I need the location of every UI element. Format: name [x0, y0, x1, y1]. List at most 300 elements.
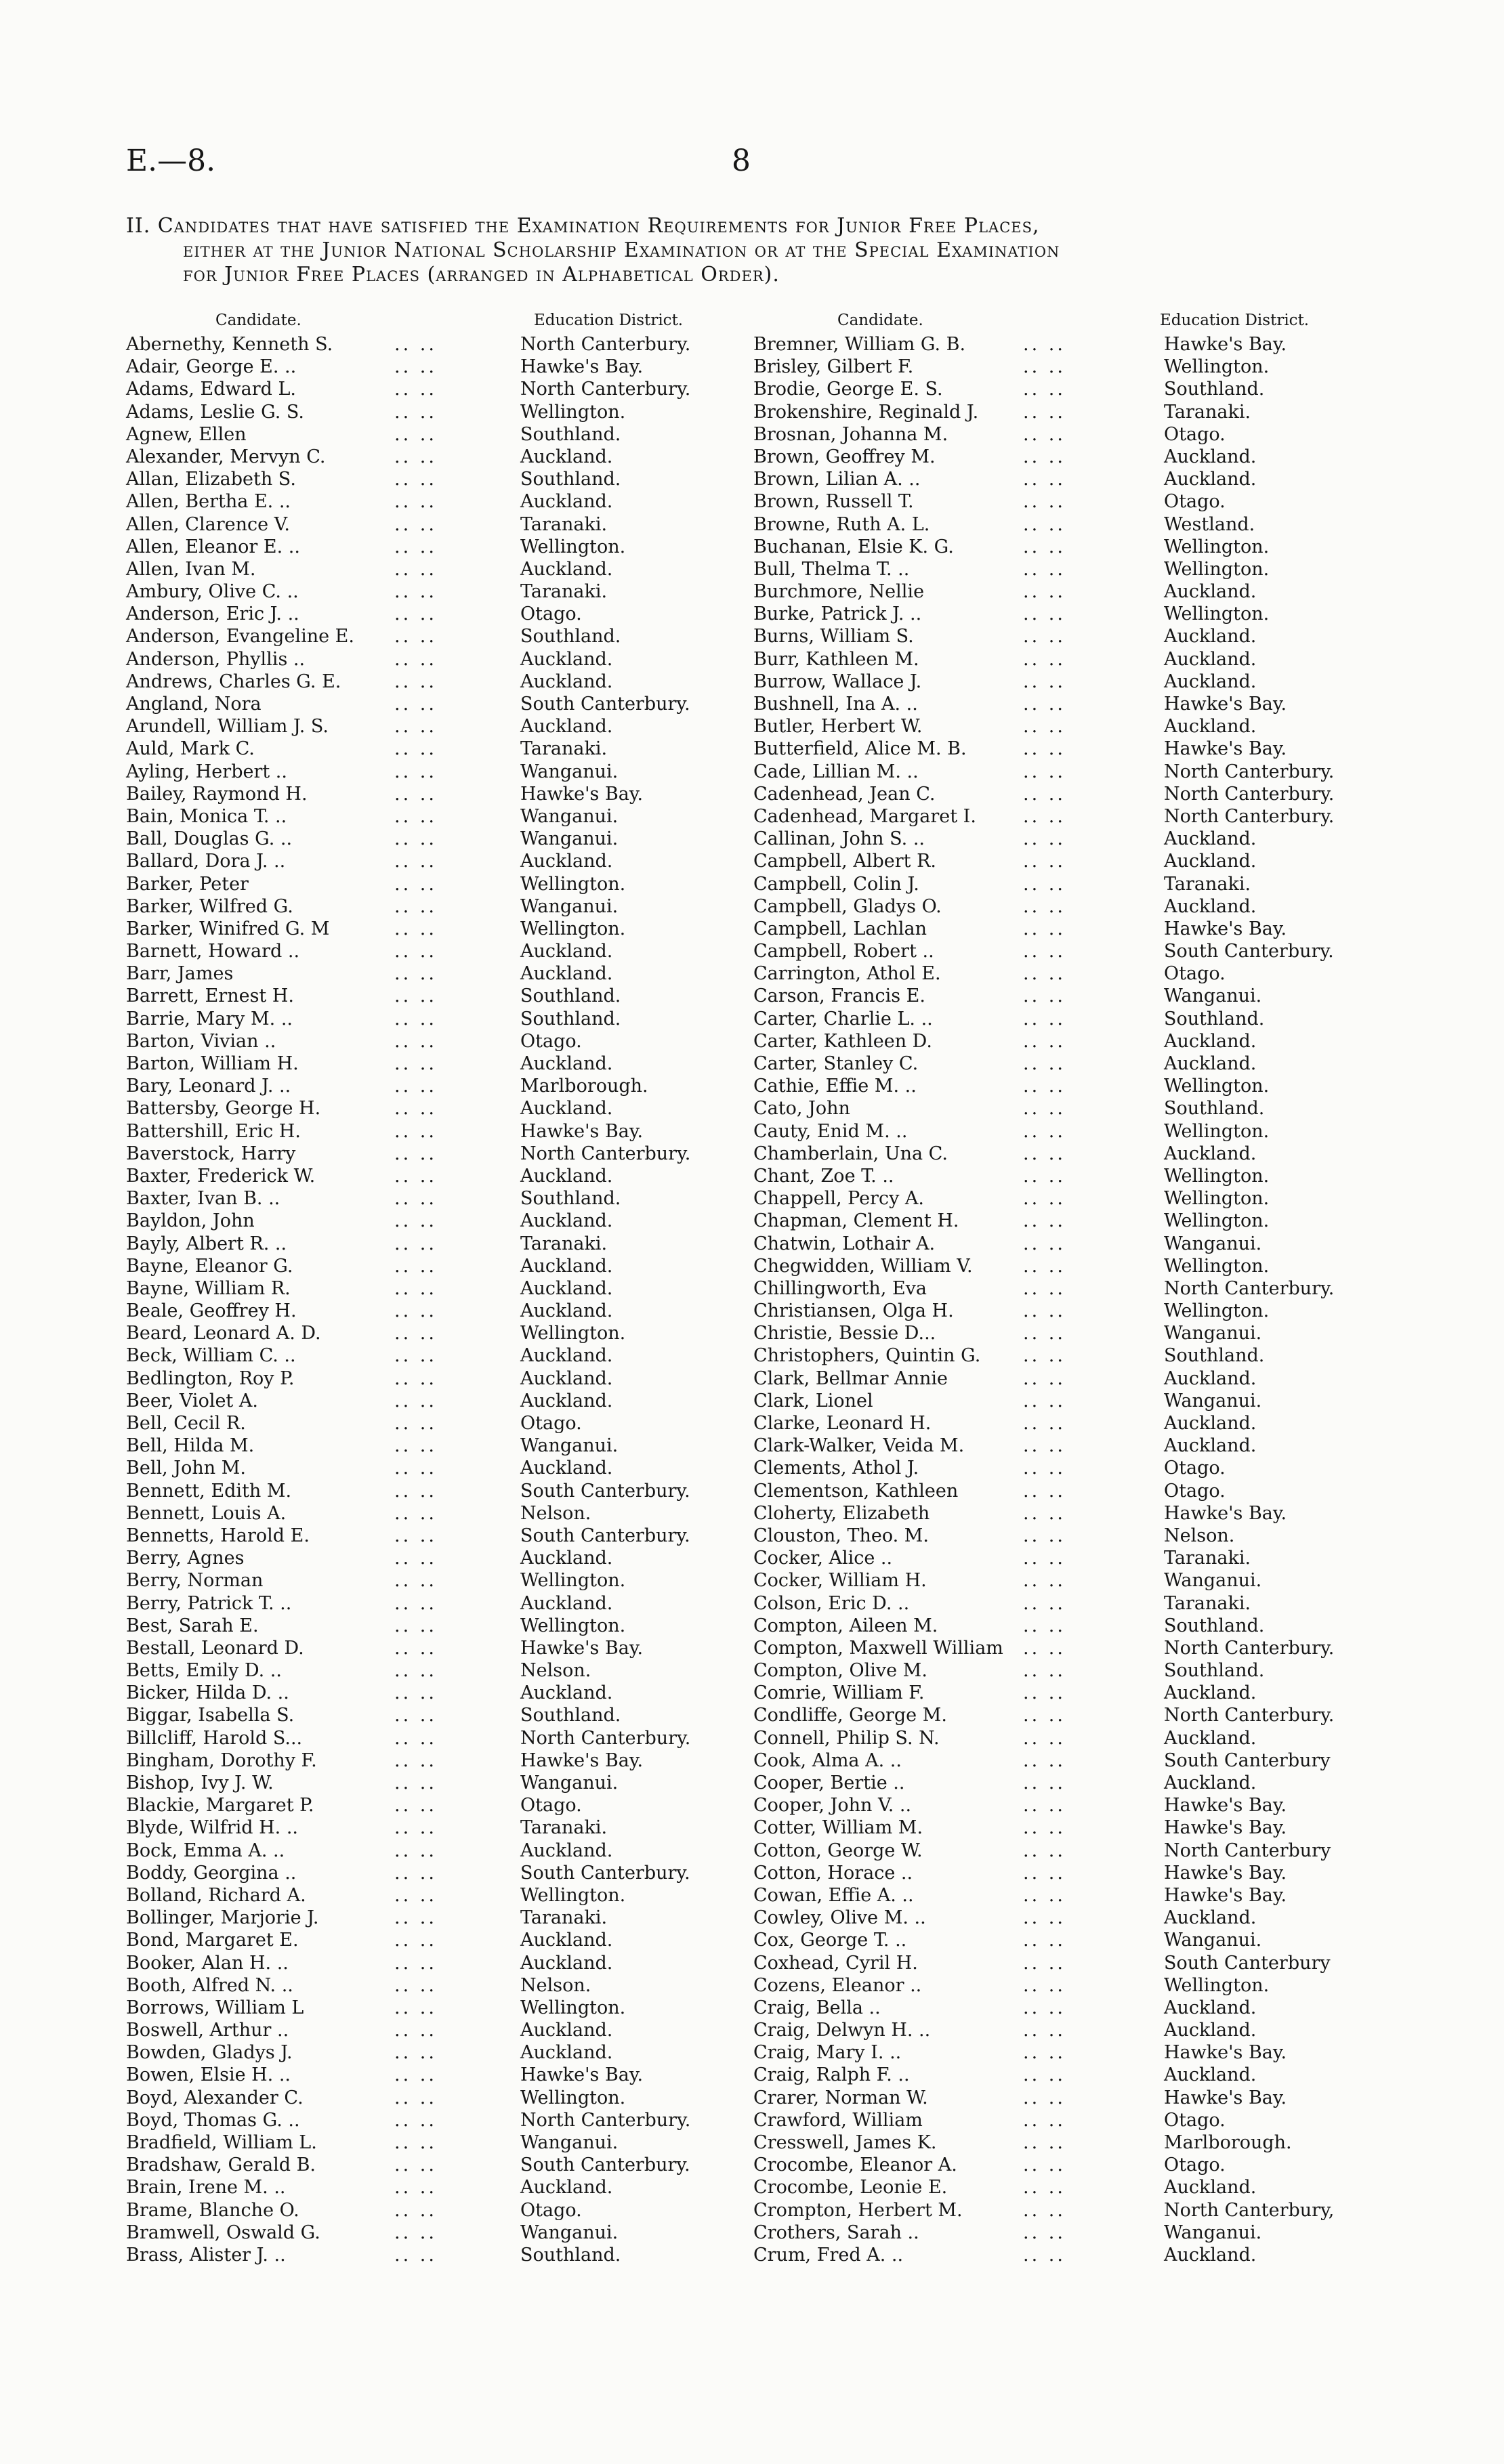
leader-dots: .. ..: [1023, 1615, 1066, 1636]
leader-dots: .. ..: [1023, 334, 1066, 355]
candidate-name: Beard, Leonard A. D.: [126, 1323, 321, 1344]
candidate-name: Boswell, Arthur ..: [126, 2020, 289, 2041]
candidate-name: Boddy, Georgina ..: [126, 1862, 297, 1884]
title-line-2: either at the Junior National Scholarship Examination or at the Special Examination: [183, 238, 1060, 262]
leader-dots: .. ..: [1023, 1300, 1066, 1322]
candidate-name: Bradshaw, Gerald B.: [126, 2154, 316, 2176]
education-district: Auckland.: [520, 716, 613, 738]
leader-dots: .. ..: [394, 1884, 437, 1906]
candidate-name: Bell, Cecil R.: [126, 1413, 246, 1434]
list-item: [126, 603, 749, 625]
education-district: Southland.: [520, 1008, 621, 1029]
education-district: Auckland.: [520, 491, 613, 513]
candidate-name: Boyd, Thomas G. ..: [126, 2109, 300, 2131]
leader-dots: .. ..: [1023, 1772, 1066, 1793]
education-district: Hawke's Bay.: [1164, 1884, 1287, 1906]
education-district: Hawke's Bay.: [1164, 1817, 1287, 1839]
leader-dots: .. ..: [1023, 1749, 1066, 1771]
list-item: [753, 761, 1377, 783]
list-item: [126, 738, 749, 760]
list-item: [126, 1390, 749, 1412]
list-item: [126, 1344, 749, 1367]
education-district: Otago.: [1164, 1458, 1226, 1479]
candidate-name: Cozens, Eleanor ..: [753, 1974, 922, 1996]
education-district: Wanganui.: [1164, 985, 1262, 1007]
list-item: [753, 693, 1377, 715]
candidate-name: Chillingworth, Eva: [753, 1277, 927, 1299]
leader-dots: .. ..: [1023, 1997, 1066, 2018]
leader-dots: .. ..: [1023, 985, 1066, 1007]
list-item: [126, 1569, 749, 1592]
leader-dots: .. ..: [1023, 423, 1066, 445]
list-item: [126, 918, 749, 940]
candidate-name: Clark, Lionel: [753, 1390, 873, 1411]
leader-dots: .. ..: [1023, 1008, 1066, 1029]
candidate-name: Barton, Vivian ..: [126, 1030, 276, 1052]
leader-dots: .. ..: [394, 1300, 437, 1322]
leader-dots: .. ..: [394, 446, 437, 467]
candidate-name: Cooper, John V. ..: [753, 1795, 912, 1817]
education-district: Auckland.: [520, 1682, 613, 1704]
education-district: North Canterbury.: [520, 1727, 691, 1749]
leader-dots: .. ..: [394, 1997, 437, 2018]
education-district: Auckland.: [520, 1548, 613, 1569]
candidate-name: Crum, Fred A. ..: [753, 2244, 904, 2266]
leader-dots: .. ..: [1023, 1817, 1066, 1839]
list-item: [126, 715, 749, 738]
list-item: [753, 1637, 1377, 1659]
education-district: Auckland.: [1164, 2020, 1257, 2041]
leader-dots: .. ..: [1023, 851, 1066, 872]
list-item: [753, 828, 1377, 850]
education-district: Auckland.: [520, 2020, 613, 2041]
candidate-name: Barker, Peter: [126, 873, 249, 895]
list-item: [753, 378, 1377, 400]
candidate-name: Allen, Ivan M.: [126, 558, 256, 580]
education-district: Hawke's Bay.: [1164, 1795, 1287, 1817]
left-candidate-list: [126, 333, 749, 2266]
title-line-3: for Junior Free Places (arranged in Alphabetical Order).: [183, 263, 780, 286]
education-district: Southland.: [520, 1188, 621, 1210]
list-item: [753, 2041, 1377, 2064]
leader-dots: .. ..: [1023, 1480, 1066, 1502]
list-item: [753, 1165, 1377, 1187]
candidate-name: Campbell, Gladys O.: [753, 895, 942, 917]
candidate-name: Bennett, Edith M.: [126, 1480, 292, 1502]
candidate-name: Campbell, Colin J.: [753, 873, 919, 895]
candidate-name: Brokenshire, Reginald J.: [753, 401, 979, 423]
list-item: [126, 1210, 749, 1232]
candidate-name: Bedlington, Roy P.: [126, 1367, 295, 1389]
leader-dots: .. ..: [394, 1907, 437, 1929]
candidate-name: Cresswell, James K.: [753, 2132, 937, 2153]
education-district: Wanganui.: [1164, 1570, 1262, 1592]
list-item: [126, 1615, 749, 1637]
education-district: Otago.: [520, 1413, 582, 1434]
list-item: [126, 1772, 749, 1794]
candidate-name: Bayldon, John: [126, 1210, 255, 1232]
list-item: [753, 558, 1377, 580]
list-item: [753, 1097, 1377, 1120]
education-district: Marlborough.: [520, 1076, 648, 1097]
education-district: Auckland.: [1164, 1727, 1257, 1749]
list-item: [753, 468, 1377, 490]
right-candidate-header: Candidate.: [837, 312, 923, 329]
education-district: Otago.: [1164, 963, 1226, 985]
education-district: Auckland.: [520, 963, 613, 985]
candidate-name: Ayling, Herbert ..: [126, 761, 287, 782]
education-district: Auckland.: [520, 1390, 613, 1411]
candidate-name: Carson, Francis E.: [753, 985, 925, 1007]
leader-dots: .. ..: [394, 1749, 437, 1771]
list-item: [753, 985, 1377, 1007]
education-district: Auckland.: [1164, 2244, 1257, 2266]
candidate-name: Chatwin, Lothair A.: [753, 1233, 936, 1254]
leader-dots: .. ..: [394, 1435, 437, 1457]
list-item: [126, 2131, 749, 2154]
education-district: Auckland.: [520, 1458, 613, 1479]
candidate-name: Barrie, Mary M. ..: [126, 1008, 293, 1029]
education-district: North Canterbury.: [1164, 1277, 1335, 1299]
leader-dots: .. ..: [394, 1255, 437, 1277]
candidate-name: Cathie, Effie M. ..: [753, 1076, 917, 1097]
list-item: [753, 2019, 1377, 2041]
candidate-name: Brisley, Gilbert F.: [753, 356, 914, 378]
candidate-name: Berry, Norman: [126, 1570, 264, 1592]
education-district: North Canterbury.: [520, 334, 691, 355]
education-district: Wellington.: [520, 1997, 626, 2018]
list-item: [126, 828, 749, 850]
leader-dots: .. ..: [394, 2109, 437, 2131]
list-item: [126, 2244, 749, 2266]
list-item: [126, 513, 749, 536]
leader-dots: .. ..: [1023, 1277, 1066, 1299]
leader-dots: .. ..: [1023, 1323, 1066, 1344]
candidate-name: Bailey, Raymond H.: [126, 783, 308, 805]
leader-dots: .. ..: [394, 918, 437, 939]
candidate-name: Campbell, Lachlan: [753, 918, 927, 939]
education-district: Auckland.: [520, 1165, 613, 1187]
list-item: [753, 2131, 1377, 2154]
education-district: Wanganui.: [520, 2132, 619, 2153]
list-item: [126, 1097, 749, 1120]
education-district: Wellington.: [1164, 603, 1270, 625]
candidate-name: Brodie, George E. S.: [753, 379, 943, 400]
list-item: [126, 805, 749, 828]
list-item: [753, 1704, 1377, 1726]
leader-dots: .. ..: [394, 2154, 437, 2176]
education-district: North Canterbury.: [520, 379, 691, 400]
list-item: [753, 940, 1377, 962]
education-district: Taranaki.: [1164, 873, 1251, 895]
leader-dots: .. ..: [1023, 1952, 1066, 1974]
education-district: Wellington.: [1164, 356, 1270, 378]
education-district: Southland.: [520, 626, 621, 647]
leader-dots: .. ..: [394, 1188, 437, 1210]
education-district: Auckland.: [520, 1255, 613, 1277]
candidate-name: Angland, Nora: [126, 694, 262, 715]
candidate-name: Blyde, Wilfrid H. ..: [126, 1817, 298, 1839]
candidate-name: Biggar, Isabella S.: [126, 1705, 295, 1726]
candidate-name: Craig, Ralph F. ..: [753, 2064, 910, 2086]
education-district: Wanganui.: [520, 1435, 619, 1457]
leader-dots: .. ..: [1023, 694, 1066, 715]
candidate-name: Cooper, Bertie ..: [753, 1772, 905, 1793]
list-item: [126, 1165, 749, 1187]
list-item: [753, 1053, 1377, 1075]
leader-dots: .. ..: [1023, 1143, 1066, 1164]
candidate-name: Beck, William C. ..: [126, 1345, 296, 1367]
list-item: [126, 693, 749, 715]
education-district: Wellington.: [1164, 1165, 1270, 1187]
list-item: [753, 1255, 1377, 1277]
list-item: [126, 1884, 749, 1907]
education-district: Auckland.: [520, 446, 613, 467]
leader-dots: .. ..: [1023, 2154, 1066, 2176]
candidate-name: Borrows, William L: [126, 1997, 304, 2018]
education-district: Westland.: [1164, 513, 1255, 535]
list-item: [753, 1367, 1377, 1390]
leader-dots: .. ..: [1023, 761, 1066, 782]
education-district: South Canterbury.: [520, 1480, 690, 1502]
candidate-name: Allan, Elizabeth S.: [126, 469, 296, 490]
education-district: Wanganui.: [1164, 1390, 1262, 1411]
candidate-name: Blackie, Margaret P.: [126, 1795, 314, 1817]
candidate-name: Bain, Monica T. ..: [126, 805, 287, 827]
list-item: [753, 401, 1377, 423]
education-district: Southland.: [1164, 379, 1265, 400]
education-district: Auckland.: [1164, 1772, 1257, 1793]
list-item: [753, 513, 1377, 536]
education-district: Wellington.: [520, 918, 626, 939]
leader-dots: .. ..: [394, 783, 437, 805]
leader-dots: .. ..: [394, 2064, 437, 2086]
education-district: Auckland.: [1164, 1143, 1257, 1164]
leader-dots: .. ..: [1023, 895, 1066, 917]
leader-dots: .. ..: [394, 1277, 437, 1299]
list-item: [126, 1030, 749, 1053]
list-item: [126, 1952, 749, 1974]
list-item: [753, 1322, 1377, 1344]
list-item: [753, 1525, 1377, 1547]
education-district: North Canterbury.: [1164, 761, 1335, 782]
leader-dots: .. ..: [1023, 379, 1066, 400]
education-district: Southland.: [1164, 1615, 1265, 1636]
leader-dots: .. ..: [1023, 1098, 1066, 1120]
leader-dots: .. ..: [394, 648, 437, 670]
list-item: [126, 1053, 749, 1075]
candidate-name: Barr, James: [126, 963, 234, 985]
leader-dots: .. ..: [394, 1076, 437, 1097]
candidate-name: Cocker, William H.: [753, 1570, 927, 1592]
list-item: [753, 1749, 1377, 1772]
candidate-name: Chegwidden, William V.: [753, 1255, 973, 1277]
leader-dots: .. ..: [394, 1323, 437, 1344]
education-district: Wellington.: [1164, 1300, 1270, 1322]
list-item: [753, 1412, 1377, 1435]
list-item: [126, 1143, 749, 1165]
list-item: [126, 1682, 749, 1704]
list-item: [126, 648, 749, 671]
candidate-name: Bowden, Gladys J.: [126, 2042, 293, 2064]
list-item: [753, 603, 1377, 625]
education-district: Auckland.: [1164, 1997, 1257, 2018]
education-district: North Canterbury.: [1164, 805, 1335, 827]
education-district: Southland.: [520, 2244, 621, 2266]
education-district: Auckland.: [520, 1300, 613, 1322]
leader-dots: .. ..: [1023, 2177, 1066, 2199]
list-item: [126, 1008, 749, 1030]
education-district: Wellington.: [1164, 1255, 1270, 1277]
leader-dots: .. ..: [394, 2042, 437, 2064]
leader-dots: .. ..: [1023, 469, 1066, 490]
candidate-name: Bestall, Leonard D.: [126, 1637, 304, 1659]
leader-dots: .. ..: [1023, 873, 1066, 895]
education-district: Wellington.: [1164, 1188, 1270, 1210]
list-item: [753, 1277, 1377, 1300]
candidate-name: Cotter, William M.: [753, 1817, 923, 1839]
candidate-name: Campbell, Robert ..: [753, 941, 934, 962]
list-item: [126, 962, 749, 985]
education-district: Hawke's Bay.: [1164, 918, 1287, 939]
candidate-name: Beer, Violet A.: [126, 1390, 258, 1411]
candidate-name: Carter, Kathleen D.: [753, 1030, 932, 1052]
leader-dots: .. ..: [1023, 2087, 1066, 2108]
list-item: [753, 1480, 1377, 1502]
list-item: [126, 1187, 749, 1210]
leader-dots: .. ..: [394, 2222, 437, 2243]
leader-dots: .. ..: [394, 1592, 437, 1614]
leader-dots: .. ..: [394, 1390, 437, 1411]
leader-dots: .. ..: [394, 401, 437, 423]
leader-dots: .. ..: [394, 1772, 437, 1793]
list-item: [753, 918, 1377, 940]
list-item: [126, 985, 749, 1007]
list-item: [126, 1794, 749, 1817]
leader-dots: .. ..: [394, 2132, 437, 2153]
education-district: Wellington.: [1164, 1210, 1270, 1232]
candidate-name: Burr, Kathleen M.: [753, 648, 919, 670]
list-item: [126, 558, 749, 580]
leader-dots: .. ..: [1023, 401, 1066, 423]
candidate-name: Coxhead, Cyril H.: [753, 1952, 918, 1974]
candidate-name: Abernethy, Kenneth S.: [126, 334, 333, 355]
candidate-name: Clark-Walker, Veida M.: [753, 1435, 965, 1457]
education-district: North Canterbury,: [1164, 2199, 1335, 2221]
candidate-name: Cocker, Alice ..: [753, 1548, 893, 1569]
list-item: [753, 1008, 1377, 1030]
leader-dots: .. ..: [394, 738, 437, 760]
candidate-name: Brosnan, Johanna M.: [753, 423, 948, 445]
leader-dots: .. ..: [1023, 738, 1066, 760]
education-district: Taranaki.: [520, 738, 608, 760]
list-item: [753, 738, 1377, 760]
page-number: 8: [732, 144, 751, 178]
education-district: South Canterbury.: [1164, 941, 1334, 962]
list-item: [753, 1615, 1377, 1637]
leader-dots: .. ..: [394, 828, 437, 850]
education-district: North Canterbury.: [1164, 1637, 1335, 1659]
candidate-name: Ambury, Olive C. ..: [126, 581, 299, 603]
candidate-name: Colson, Eric D. ..: [753, 1592, 910, 1614]
leader-dots: .. ..: [1023, 1795, 1066, 1817]
leader-dots: .. ..: [394, 469, 437, 490]
education-district: Wanganui.: [520, 1772, 619, 1793]
list-item: [753, 2064, 1377, 2086]
education-district: Auckland.: [520, 1277, 613, 1299]
education-district: Wellington.: [520, 536, 626, 557]
education-district: Otago.: [520, 2199, 582, 2221]
list-item: [126, 423, 749, 446]
title-line-1: II. Candidates that have satisfied the Examination Requirements for Junior Free Places,: [126, 214, 1040, 238]
leader-dots: .. ..: [1023, 783, 1066, 805]
leader-dots: .. ..: [1023, 1974, 1066, 1996]
education-district: Auckland.: [520, 1952, 613, 1974]
candidate-name: Chapman, Clement H.: [753, 1210, 959, 1232]
right-candidate-list: [753, 333, 1377, 2266]
candidate-name: Booker, Alan H. ..: [126, 1952, 289, 1974]
education-district: South Canterbury.: [520, 1862, 690, 1884]
education-district: Hawke's Bay.: [1164, 2042, 1287, 2064]
leader-dots: .. ..: [394, 761, 437, 782]
candidate-name: Cowan, Effie A. ..: [753, 1884, 914, 1906]
candidate-name: Burrow, Wallace J.: [753, 671, 922, 692]
leader-dots: .. ..: [394, 1143, 437, 1164]
leader-dots: .. ..: [394, 941, 437, 962]
leader-dots: .. ..: [394, 805, 437, 827]
leader-dots: .. ..: [1023, 1458, 1066, 1479]
list-item: [753, 1682, 1377, 1704]
candidate-name: Bremner, William G. B.: [753, 334, 966, 355]
education-district: Auckland.: [1164, 671, 1257, 692]
education-district: Auckland.: [1164, 1907, 1257, 1929]
education-district: Wellington.: [1164, 536, 1270, 557]
list-item: [126, 1727, 749, 1749]
candidate-name: Bennetts, Harold E.: [126, 1525, 310, 1546]
leader-dots: .. ..: [394, 1165, 437, 1187]
education-district: Otago.: [1164, 2109, 1226, 2131]
education-district: Southland.: [520, 1705, 621, 1726]
leader-dots: .. ..: [1023, 805, 1066, 827]
candidate-name: Clark, Bellmar Annie: [753, 1367, 948, 1389]
leader-dots: .. ..: [1023, 648, 1066, 670]
leader-dots: .. ..: [1023, 1165, 1066, 1187]
education-district: Auckland.: [520, 851, 613, 872]
candidate-name: Bayly, Albert R. ..: [126, 1233, 287, 1254]
leader-dots: .. ..: [1023, 1053, 1066, 1074]
candidate-name: Barnett, Howard ..: [126, 941, 300, 962]
candidate-name: Condliffe, George M.: [753, 1705, 947, 1726]
education-district: Southland.: [520, 423, 621, 445]
list-item: [126, 2199, 749, 2222]
list-item: [126, 378, 749, 400]
education-district: Auckland.: [1164, 895, 1257, 917]
list-item: [126, 1592, 749, 1615]
candidate-name: Cadenhead, Margaret I.: [753, 805, 976, 827]
leader-dots: .. ..: [394, 558, 437, 580]
leader-dots: .. ..: [1023, 1502, 1066, 1524]
candidate-name: Browne, Ruth A. L.: [753, 513, 930, 535]
leader-dots: .. ..: [1023, 963, 1066, 985]
education-district: Auckland.: [1164, 469, 1257, 490]
candidate-name: Cotton, Horace ..: [753, 1862, 913, 1884]
education-district: Southland.: [1164, 1008, 1265, 1029]
candidate-name: Cauty, Enid M. ..: [753, 1120, 908, 1142]
list-item: [753, 962, 1377, 985]
education-district: Otago.: [1164, 423, 1226, 445]
list-item: [126, 1817, 749, 1839]
education-district: North Canterbury: [1164, 1840, 1331, 1861]
